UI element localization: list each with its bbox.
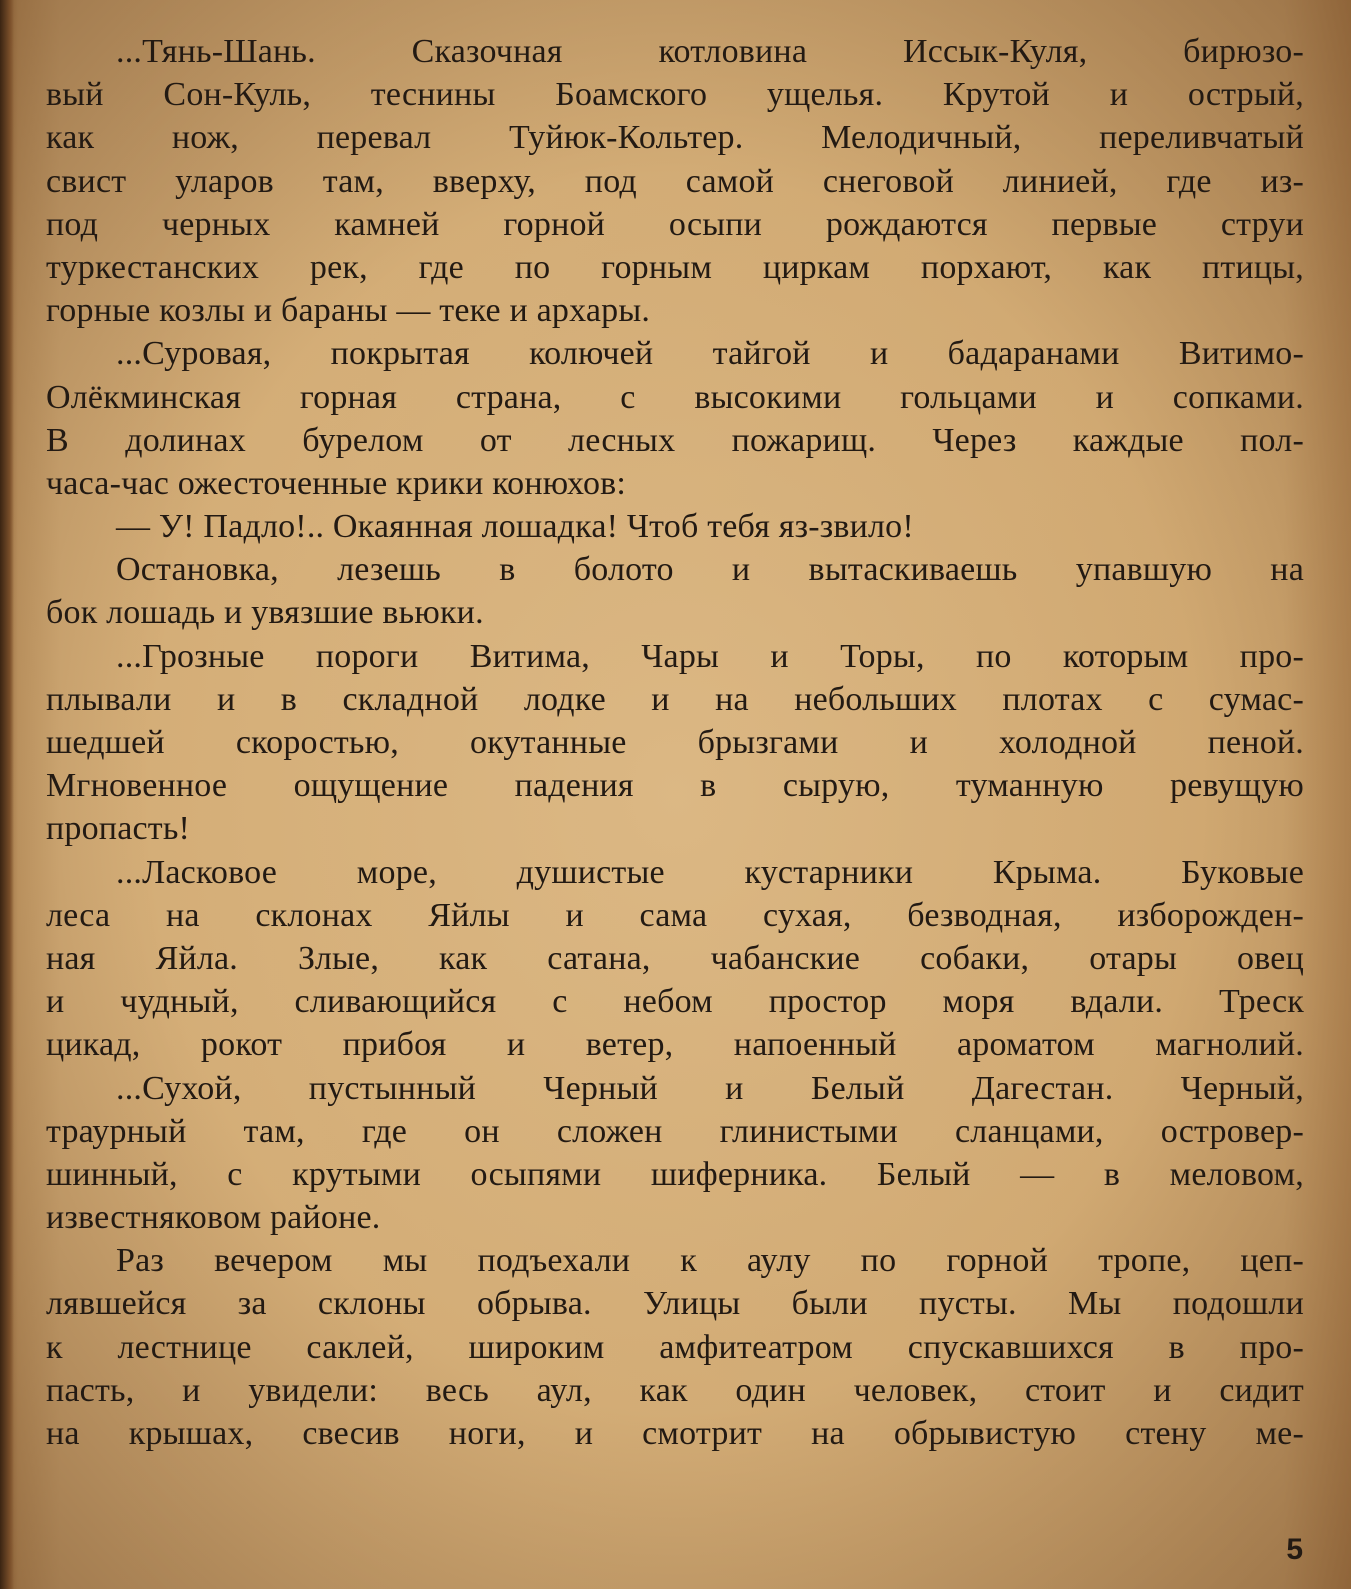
text-line: бок лошадь и увязшие вьюки. [46, 594, 484, 632]
text-line: цикад, рокот прибоя и ветер, напоенный ароматом магнолий. [46, 1026, 1304, 1064]
page-number: 5 [1286, 1533, 1303, 1566]
text-line: Олёкминская горная страна, с высокими гольцами и сопками. [46, 378, 1304, 416]
text-line: часа-час ожесточенные крики конюхов: [46, 464, 627, 502]
text-line: ...Грозные пороги Витима, Чары и Торы, по которым про- [116, 637, 1304, 675]
text-line: В долинах бурелом от лесных пожарищ. Через каждые пол- [46, 421, 1304, 459]
text-line: ...Ласковое море, душистые кустарники Крыма. Буковые [116, 853, 1304, 891]
text-line: леса на склонах Яйлы и сама сухая, безводная, изборожден- [46, 896, 1304, 934]
text-line: как нож, перевал Туйюк-Кольтер. Мелодичный, переливчатый [46, 119, 1304, 157]
text-line: шинный, с крутыми осыпями шиферника. Белый — в меловом, [46, 1155, 1304, 1193]
text-line: ная Яйла. Злые, как сатана, чабанские собаки, отары овец [46, 939, 1304, 977]
text-line: и чудный, сливающийся с небом простор моря вдали. Треск [46, 983, 1304, 1021]
text-line: Мгновенное ощущение падения в сырую, туманную ревущую [46, 767, 1304, 805]
text-line: свист уларов там, вверху, под самой снеговой линией, где из- [46, 162, 1304, 200]
page-body-text [46, 30, 1304, 1455]
text-line: горные козлы и бараны — теке и архары. [46, 292, 651, 330]
text-line: пропасть! [46, 810, 191, 848]
text-line: на крышах, свесив ноги, и смотрит на обрывистую стену ме- [46, 1415, 1304, 1452]
text-line: плывали и в складной лодке и на небольших плотах с сумас- [46, 680, 1304, 718]
text-line: траурный там, где он сложен глинистыми сланцами, островер- [46, 1112, 1304, 1150]
text-line: туркестанских рек, где по горным циркам порхают, как птицы, [46, 248, 1304, 286]
text-line: известняковом районе. [46, 1199, 381, 1237]
text-line: шедшей скоростью, окутанные брызгами и холодной пеной. [46, 724, 1304, 761]
text-line: ...Тянь-Шань. Сказочная котловина Иссык-Куля, бирюзо- [116, 33, 1304, 70]
text-line: Раз вечером мы подъехали к аулу по горной тропе, цеп- [116, 1242, 1304, 1280]
text-line: вый Сон-Куль, теснины Боамского ущелья. Крутой и острый, [46, 76, 1304, 114]
text-line: лявшейся за склоны обрыва. Улицы были пусты. Мы подошли [46, 1285, 1304, 1323]
text-line: к лестнице саклей, широким амфитеатром спускавшихся в про- [46, 1328, 1304, 1366]
text-line: пасть, и увидели: весь аул, как один человек, стоит и сидит [46, 1371, 1304, 1409]
text-line: — У! Падло!.. Окаянная лошадка! Чтоб тебя яз-звило! [116, 508, 914, 546]
text-line: ...Суровая, покрытая колючей тайгой и бадаранами Витимо- [116, 335, 1304, 373]
text-line: Остановка, лезешь в болото и вытаскиваешь упавшую на [116, 551, 1304, 589]
text-line: под черных камней горной осыпи рождаются первые струи [46, 205, 1304, 243]
text-line: ...Сухой, пустынный Черный и Белый Дагестан. Черный, [116, 1069, 1304, 1107]
